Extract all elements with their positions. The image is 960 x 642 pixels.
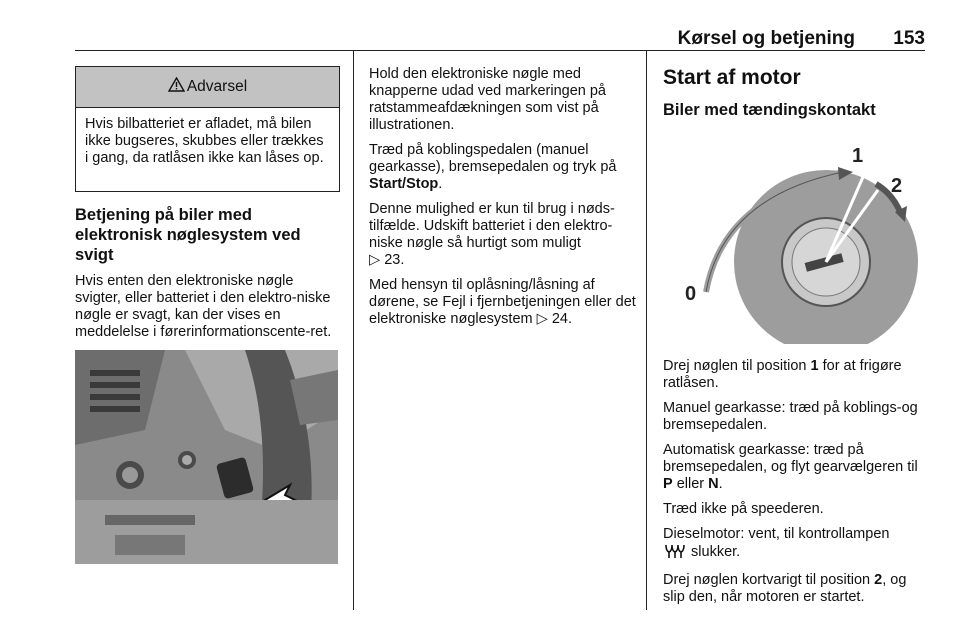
warning-body: Hvis bilbatteriet er afladet, må bilen ikke bugseres, skubbes eller trækkes i gang, da ratlåsen ikke kan låses op. — [85, 116, 324, 166]
page-reference[interactable]: 23. — [384, 252, 405, 268]
warning-header — [76, 67, 339, 108]
page-reference-icon: ▷ — [536, 311, 548, 327]
warning-triangle-icon — [168, 77, 185, 97]
page-reference[interactable]: 24. — [551, 311, 572, 327]
section-title: Start af motor — [663, 66, 801, 89]
glow-plug-icon — [663, 543, 687, 564]
position-1-label: 1 — [852, 145, 864, 167]
section-heading: Betjening på biler med elektronisk nøglesystem ved svigt — [75, 206, 301, 264]
column-divider — [646, 50, 647, 610]
dashboard-photo — [75, 350, 338, 564]
paragraph: Drej nøglen kortvarigt til position 2, og slip den, når motoren er startet. — [663, 572, 907, 605]
paragraph: Hvis enten den elektroniske nøgle svigter, eller batteriet i den elektro-niske nøgle er svagt, kan der vises en meddelelse i førerinformationscente-ret. — [75, 273, 332, 340]
paragraph: Drej nøglen til position 1 for at frigøre ratlåsen. — [663, 358, 902, 391]
paragraph: Denne mulighed er kun til brug i nøds-tilfælde. Udskift batteriet i den elektro-niske nøgle så hurtigt som muligt ▷ 23. — [369, 201, 615, 268]
paragraph: Træd på koblingspedalen (manuel gearkasse), bremsepedalen og tryk på Start/Stop. — [369, 142, 617, 192]
page-header — [75, 0, 925, 51]
paragraph: Med hensyn til oplåsning/låsning af dørene, se Fejl i fjernbetjeningen eller det elektroniske nøglesystem ▷ 24. — [369, 277, 636, 327]
section-title: Kørsel og betjening — [677, 28, 855, 49]
column-divider — [353, 50, 354, 610]
paragraph: Hold den elektroniske nøgle med knapperne udad ved markeringen på ratstammeafdækningen som vist på illustrationen. — [369, 66, 606, 133]
page-number: 153 — [893, 28, 925, 49]
paragraph: Automatisk gearkasse: træd på bremsepedalen, og flyt gearvælgeren til P eller N. — [663, 442, 918, 492]
column-3 — [663, 66, 927, 120]
warning-title: Advarsel — [186, 78, 248, 95]
section-subtitle: Biler med tændingskontakt — [663, 101, 876, 119]
ignition-illustration — [663, 132, 925, 344]
warning-box — [75, 66, 340, 192]
column-1 — [75, 205, 343, 349]
position-2-label: 2 — [891, 175, 903, 197]
page-reference-icon: ▷ — [369, 252, 381, 268]
column-3-body — [663, 358, 927, 614]
paragraph: Manuel gearkasse: træd på koblings-og bremsepedalen. — [663, 400, 918, 433]
paragraph: Dieselmotor: vent, til kontrollampen slukker. — [663, 526, 927, 564]
start-stop-label: Start/Stop — [369, 176, 439, 192]
position-0-label: 0 — [685, 283, 697, 305]
column-2 — [369, 66, 637, 336]
paragraph: Træd ikke på speederen. — [663, 501, 824, 517]
